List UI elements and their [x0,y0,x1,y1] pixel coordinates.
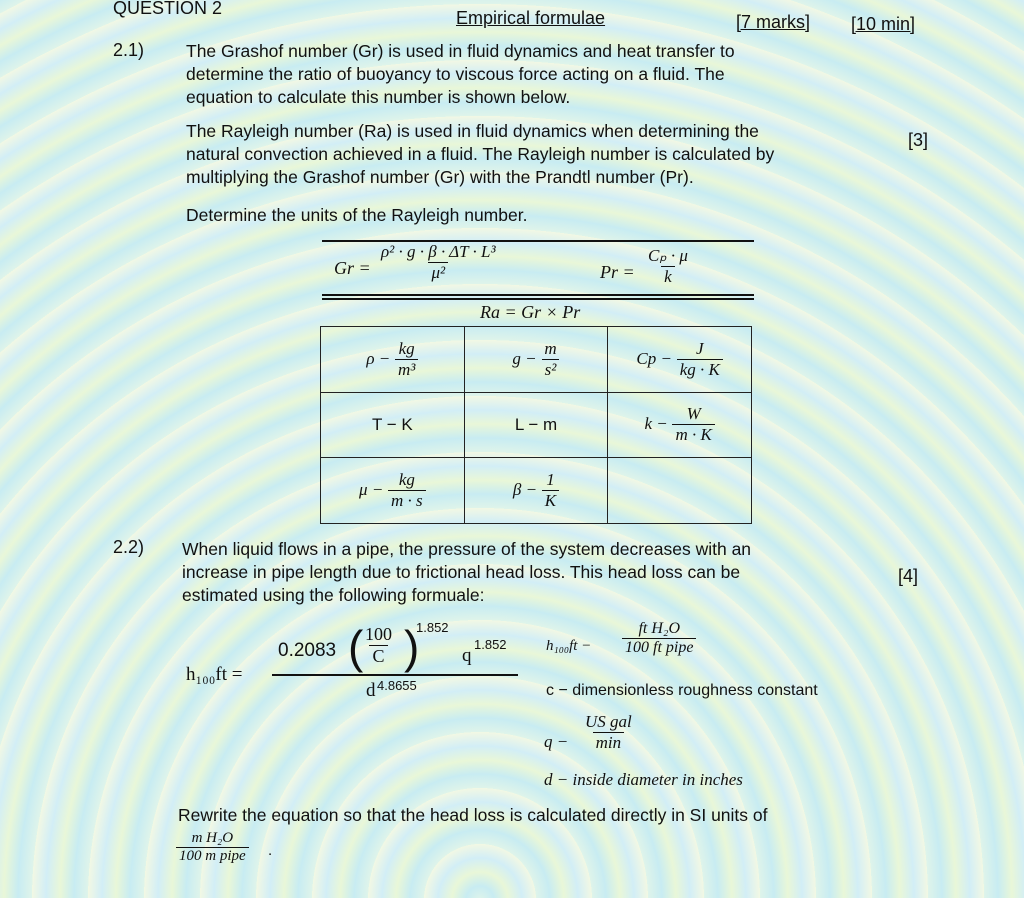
unit-num: W [686,404,701,424]
q21-number: 2.1) [113,40,145,60]
si-end: . [268,842,273,859]
unit-den: kg · K [677,359,723,380]
table-cell [321,327,465,393]
unit-den: m · s [388,490,426,511]
unit-den: K [542,490,559,511]
text-line: equation to calculate this number is shown below. [186,87,571,107]
unit-fraction [388,470,426,511]
units-table [320,326,752,524]
table-cell [608,327,752,393]
unit-symbol: Cp − [636,348,672,368]
text-line: determine the ratio of buoyancy to viscous force acting on a fluid. The [186,64,725,84]
table-cell [464,327,608,393]
gr-fraction [378,242,499,283]
unit-symbol: β − [512,480,538,500]
text-line: natural convection achieved in a fluid. The Rayleigh number is calculated by [186,144,775,164]
table-row [321,327,752,393]
gr-denominator: μ² [428,262,448,283]
table-cell [464,458,608,524]
paren-den: C [369,645,387,667]
paren-fraction [362,624,395,667]
text-line: estimated using the following formuale: [182,585,485,605]
table-row [321,458,752,524]
unit-den: m · K [672,424,714,445]
q21-paragraph-2 [186,120,774,189]
table-cell [608,392,752,458]
unit-num: kg [398,470,415,490]
unit-symbol: μ − [359,480,384,500]
table-cell: T − K [321,392,465,458]
def-d: d − inside diameter in inches [544,770,743,789]
pr-fraction [645,246,691,287]
def-q-den: min [593,732,625,753]
q22-number: 2.2) [113,537,145,557]
h100ft-lhs: h₁₀₀ft = [186,664,243,685]
coef: 0.2083 [278,640,337,661]
section-title: Empirical formulae [456,8,606,28]
gr-lhs: Gr = [334,258,371,278]
unit-fraction [395,339,418,380]
gr-numerator: ρ² · g · β · ΔT · L³ [381,242,496,261]
den-exp: 4.8655 [377,678,417,693]
unit-symbol: ρ − [366,348,391,368]
si-den: 100 m pipe [176,847,249,865]
unit-num: kg [398,338,415,358]
table-cell [608,458,752,524]
text-line: increase in pipe length due to frictional head loss. This head loss can be [182,562,741,582]
def-c: c − dimensionless roughness constant [546,682,818,699]
marks-total: [7 marks] [736,12,811,32]
unit-fraction [542,470,559,511]
def-h-den: 100 ft pipe [622,638,696,657]
unit-fraction [672,404,714,445]
den-d: d [366,680,376,701]
pr-numerator: Cₚ · μ [648,246,688,265]
def-h-lhs: h₁₀₀ft − [546,638,592,654]
unit-num: m [544,338,557,358]
unit-symbol: g − [512,348,537,368]
unit-num: J [696,338,704,358]
q21-marks: [3] [908,130,929,150]
text-line: When liquid flows in a pipe, the pressure of the system decreases with an [182,539,752,559]
question-label: QUESTION 2 [113,0,223,18]
unit-den: m³ [395,359,418,380]
unit-num: 1 [546,470,555,490]
q21-paragraph-1 [186,40,735,109]
def-h-fraction [622,620,696,657]
q22-marks: [4] [898,566,919,586]
q-symbol: q [462,645,472,666]
si-fraction [176,830,249,865]
exp-1: 1.852 [416,620,449,635]
unit-fraction [677,339,723,380]
text-line: The Rayleigh number (Ra) is used in fluid dynamics when determining the [186,121,759,141]
def-h-num: ft H₂O [638,620,680,637]
unit-den: s² [542,359,560,380]
unit-fraction [541,339,559,380]
paren-right: ) [404,621,420,673]
formula-rule-mid2 [322,298,754,300]
formula-rule-mid [322,294,754,296]
paren-left: ( [348,621,364,673]
q21-task: Determine the units of the Rayleigh number. [186,205,528,225]
def-q-lhs: q − [544,732,569,751]
unit-symbol: k − [644,414,668,434]
text-line: multiplying the Grashof number (Gr) with the Prandtl number (Pr). [186,167,694,187]
pr-lhs: Pr = [600,262,635,282]
exp-2: 1.852 [474,637,507,652]
formula-bar [272,674,518,676]
def-q-num: US gal [585,712,632,731]
rewrite-instruction: Rewrite the equation so that the head loss is calculated directly in SI units of [178,805,768,825]
def-q-fraction [582,712,635,753]
si-num: m H₂O [191,830,234,846]
pr-denominator: k [661,266,675,287]
ra-equation: Ra = Gr × Pr [480,302,581,322]
q22-paragraph [182,538,751,607]
time-allowed: [10 min] [851,14,916,34]
table-row [321,392,752,458]
table-cell [321,458,465,524]
paren-num: 100 [365,624,392,644]
table-cell: L − m [464,392,608,458]
text-line: The Grashof number (Gr) is used in fluid dynamics and heat transfer to [186,41,735,61]
